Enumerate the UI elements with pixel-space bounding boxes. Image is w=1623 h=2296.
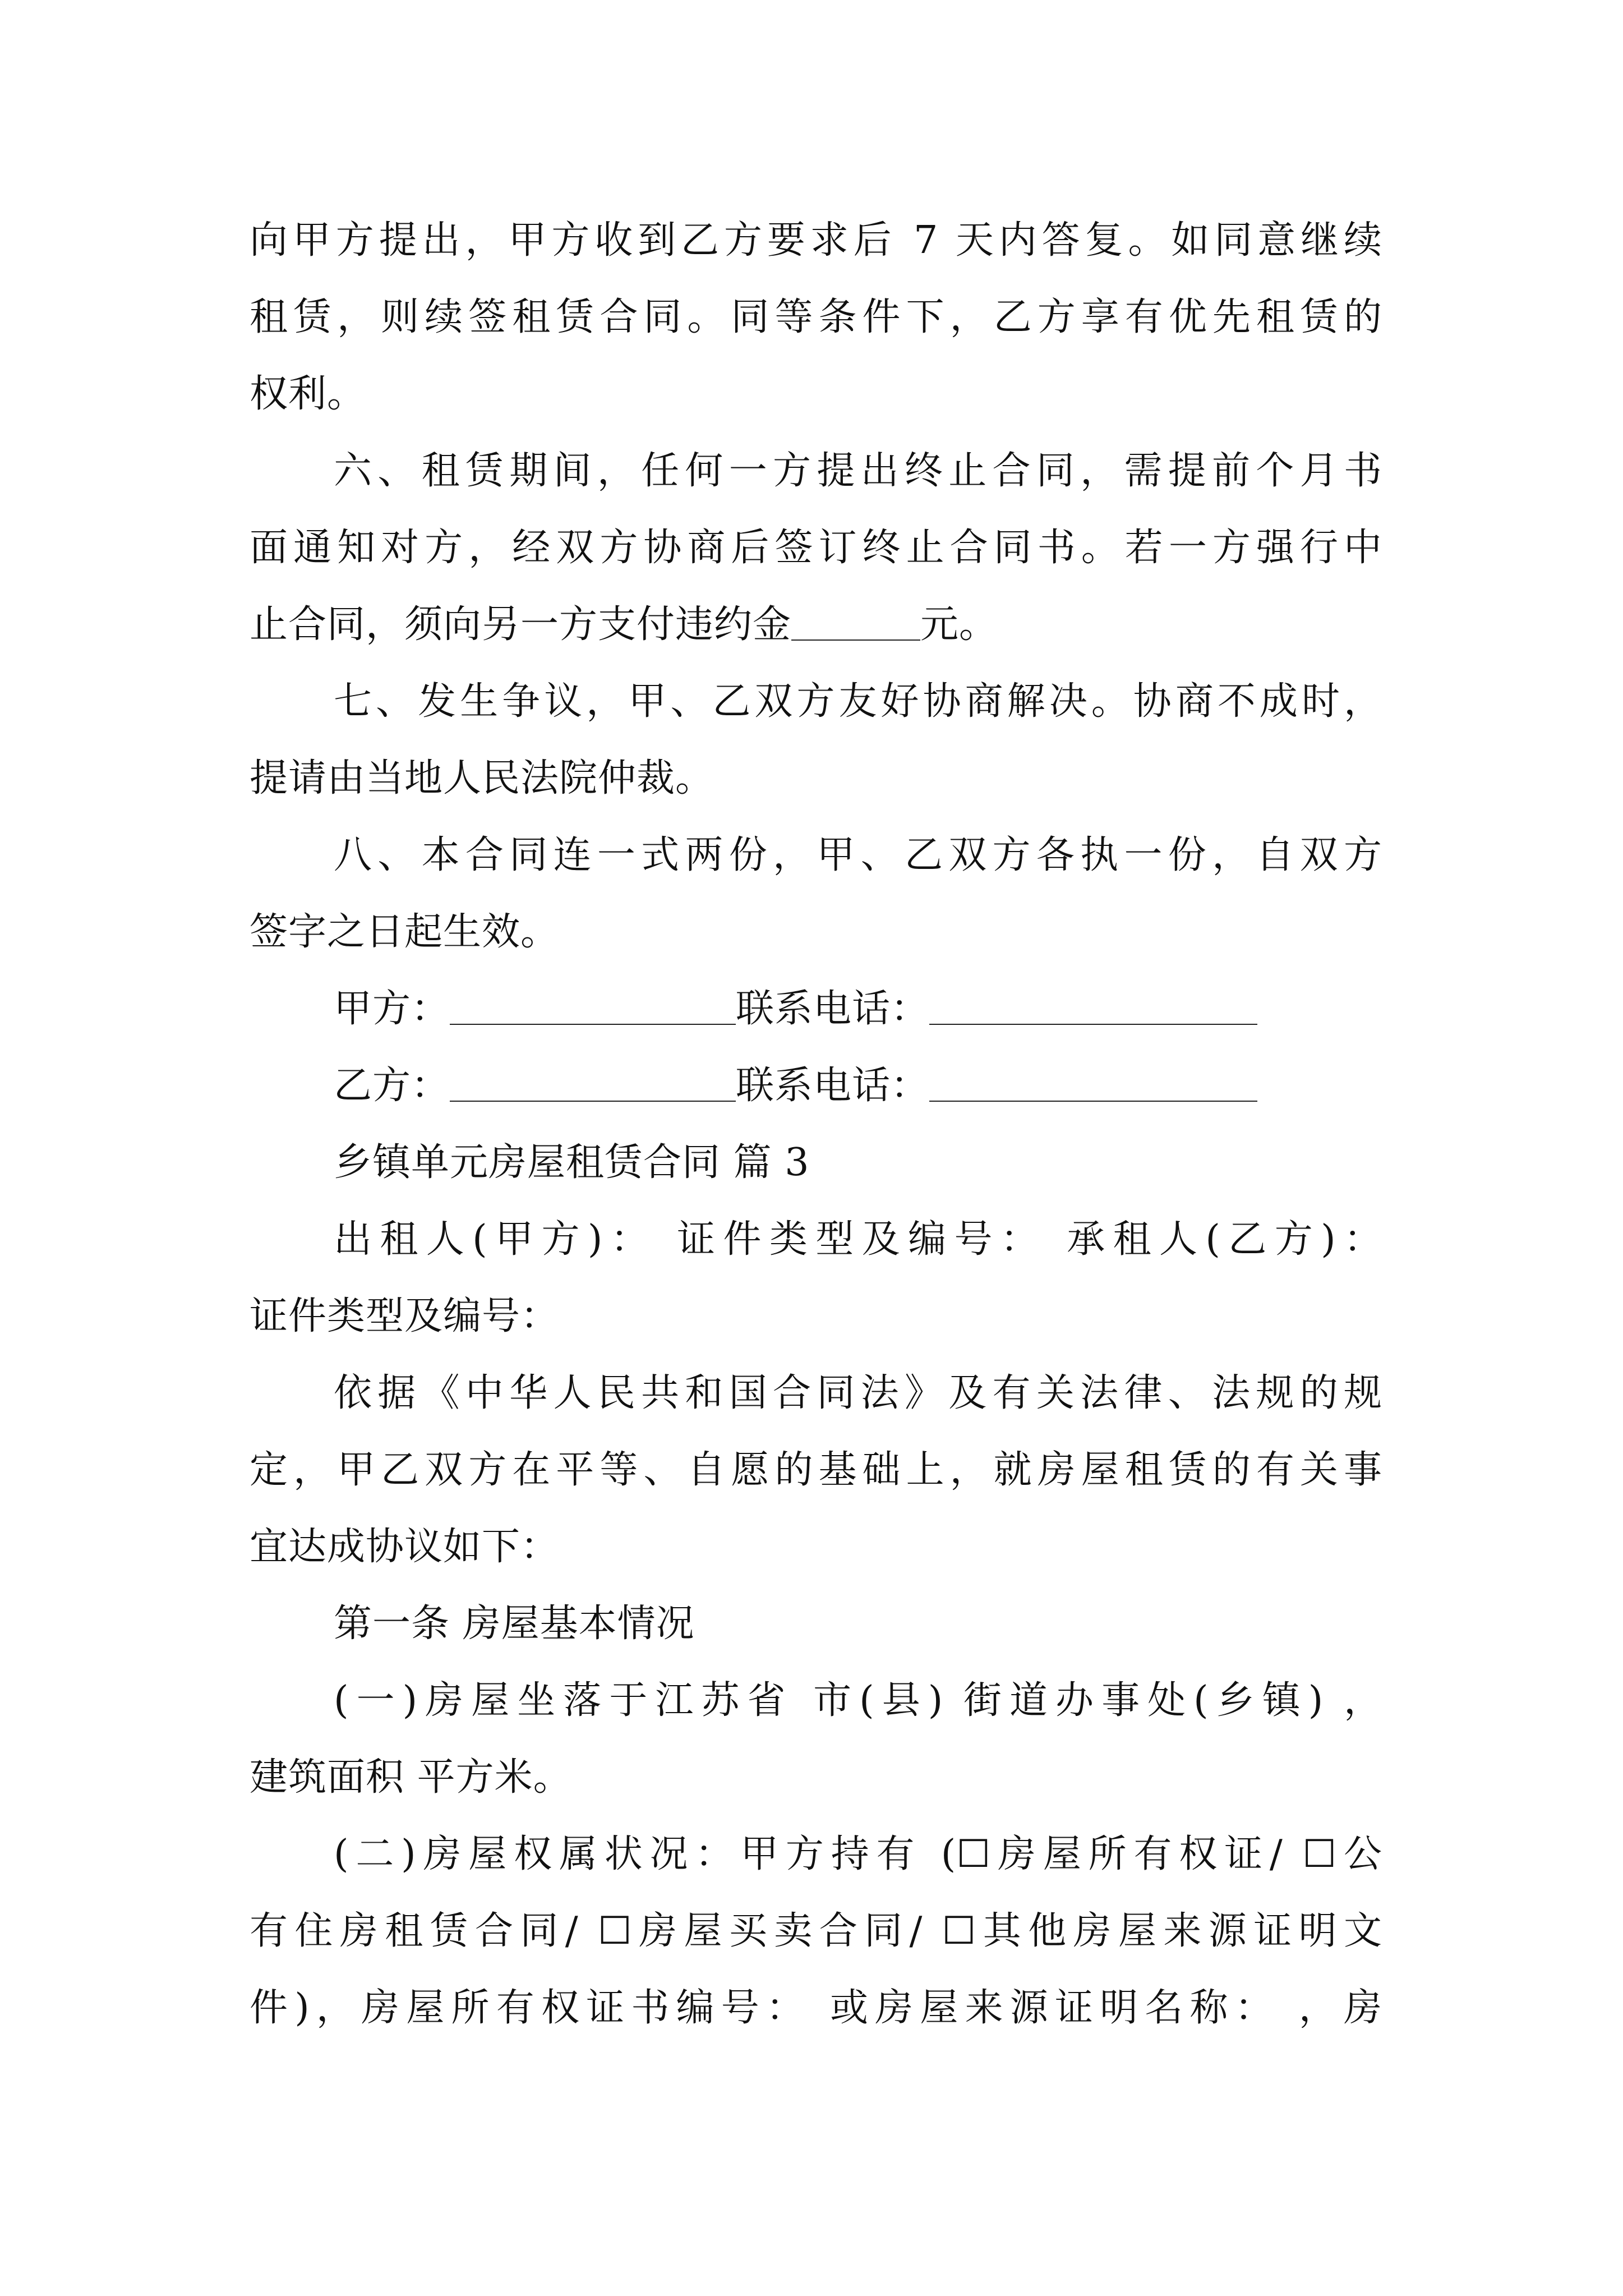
party-a-blank <box>450 996 736 1025</box>
document-body <box>250 202 1382 2046</box>
paragraph-line: 签字之日起生效。 <box>250 910 560 954</box>
party-b-signature-line <box>250 1047 1382 1124</box>
clause-six-line: 六、租赁期间，任何一方提出终止合同，需提前个月书 <box>334 449 1382 493</box>
penalty-unit: 元。 <box>920 602 998 647</box>
party-b-phone-label: 联系电话： <box>736 1064 930 1108</box>
paragraph-line: 宜达成协议如下： <box>250 1525 560 1569</box>
paragraph-line: 证件类型及编号： <box>250 1294 560 1338</box>
paragraph-line: 定，甲乙双方在平等、自愿的基础上，就房屋租赁的有关事 <box>250 1448 1382 1492</box>
section-heading: 乡镇单元房屋租赁合同 篇 3 <box>334 1140 810 1185</box>
clause-eight-line: 八、本合同连一式两份，甲、乙双方各执一份，自双方 <box>334 833 1382 877</box>
location-line: (一)房屋坐落于江苏省 市(县) 街道办事处(乡镇) ， <box>334 1678 1382 1723</box>
basis-line: 依据《中华人民共和国合同法》及有关法律、法规的规 <box>334 1371 1382 1415</box>
paragraph-line: 有住房租赁合同/ ☐房屋买卖合同/ ☐其他房屋来源证明文 <box>250 1909 1382 1953</box>
ownership-line: (二)房屋权属状况：甲方持有 (☐房屋所有权证/ ☐公 <box>334 1832 1382 1876</box>
paragraph-line: 提请由当地人民法院仲裁。 <box>250 756 714 800</box>
party-a-phone-blank <box>929 996 1257 1025</box>
party-b-blank <box>450 1073 736 1102</box>
penalty-amount-blank <box>791 611 920 641</box>
paragraph-line: 建筑面积 平方米。 <box>250 1755 572 1800</box>
party-b-phone-blank <box>929 1073 1257 1102</box>
penalty-text: 止合同，须向另一方支付违约金 <box>250 602 792 647</box>
paragraph-line: 权利。 <box>250 372 366 416</box>
party-a-signature-line <box>250 970 1382 1047</box>
paragraph-line: 向甲方提出，甲方收到乙方要求后 7 天内答复。如同意继续 <box>250 218 1382 263</box>
clause-seven-line: 七、发生争议，甲、乙双方友好协商解决。协商不成时， <box>334 679 1382 724</box>
party-b-label: 乙方： <box>334 1064 450 1108</box>
party-a-label: 甲方： <box>334 987 450 1031</box>
paragraph-line: 租赁，则续签租赁合同。同等条件下，乙方享有优先租赁的 <box>250 295 1382 339</box>
penalty-line <box>250 586 1382 663</box>
paragraph-line: 面通知对方，经双方协商后签订终止合同书。若一方强行中 <box>250 526 1382 570</box>
paragraph-line: 件)，房屋所有权证书编号： 或房屋来源证明名称： ，房 <box>250 1986 1382 2030</box>
parties-line: 出租人(甲方)： 证件类型及编号： 承租人(乙方)： <box>334 1217 1382 1262</box>
party-a-phone-label: 联系电话： <box>736 987 930 1031</box>
article-one-heading: 第一条 房屋基本情况 <box>334 1602 695 1646</box>
